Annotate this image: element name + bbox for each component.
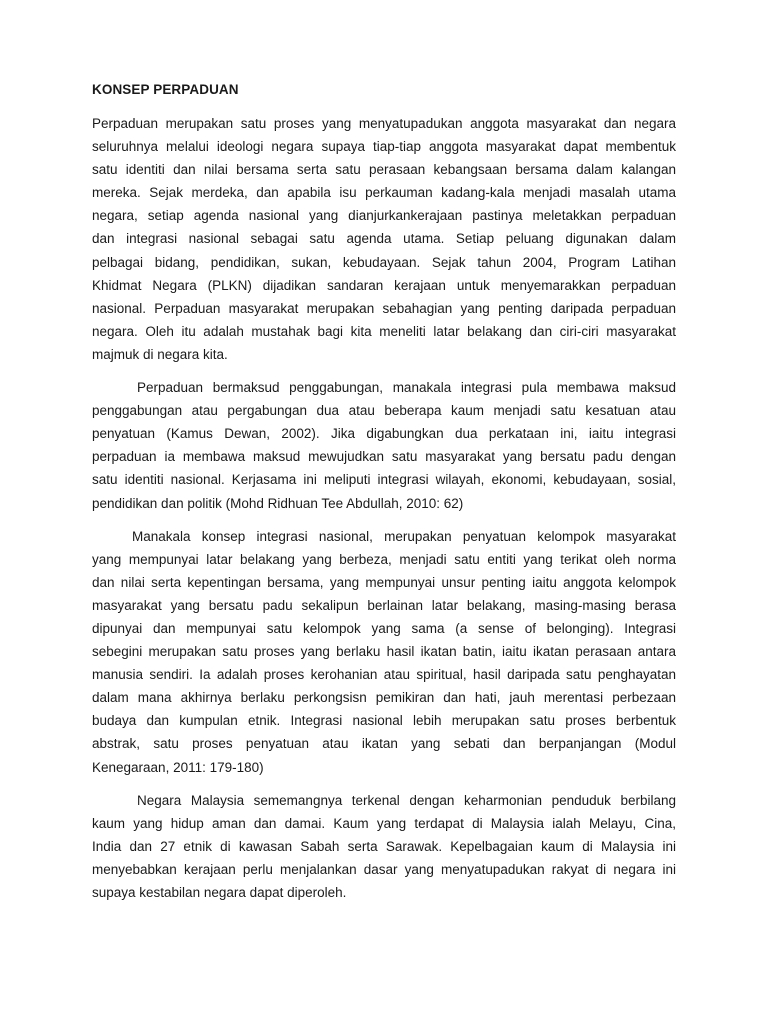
paragraph-line: Khidmat Negara (PLKN) dijadikan sandaran kerajaan untuk menyemarakkan perpaduan	[92, 277, 676, 293]
paragraph	[92, 376, 676, 515]
paragraph-line: dipunyai dan mempunyai satu kelompok yang sama (a sense of belonging). Integrasi	[92, 620, 676, 636]
paragraph-line: dalam mana akhirnya berlaku perkongsisn pemikiran dan hati, jauh merentasi perbezaan	[92, 690, 676, 706]
paragraph-line: menyebabkan kerajaan perlu menjalankan dasar yang menyatupadukan rakyat di negara ini	[92, 861, 676, 877]
paragraph-line: perpaduan ia membawa maksud mewujudkan satu masyarakat yang bersatu padu dengan	[92, 449, 676, 465]
document-body	[92, 112, 676, 904]
paragraph-line: penggabungan atau pergabungan dua atau beberapa kaum menjadi satu kesatuan atau	[92, 403, 676, 419]
paragraph-line: mereka. Sejak merdeka, dan apabila isu perkauman kadang-kala menjadi masalah utama	[92, 185, 676, 201]
paragraph-line: negara, setiap agenda nasional yang dianjurkankerajaan pastinya meletakkan perpaduan	[92, 208, 676, 224]
paragraph-line: dan integrasi nasional sebagai satu agenda utama. Setiap peluang digunakan dalam	[92, 231, 676, 247]
paragraph-line: pelbagai bidang, pendidikan, sukan, kebudayaan. Sejak tahun 2004, Program Latihan	[92, 254, 676, 270]
document-page	[92, 79, 676, 914]
paragraph-line: budaya dan kumpulan etnik. Integrasi nasional lebih merupakan satu proses berbentuk	[92, 713, 676, 729]
paragraph-line: Perpaduan merupakan satu proses yang menyatupadukan anggota masyarakat dan negara	[92, 116, 676, 131]
paragraph-line: supaya kestabilan negara dapat diperoleh.	[92, 885, 347, 900]
paragraph-line: Perpaduan bermaksud penggabungan, manakala integrasi pula membawa maksud	[137, 380, 676, 396]
paragraph	[92, 789, 676, 904]
paragraph-line: Manakala konsep integrasi nasional, merupakan penyatuan kelompok masyarakat	[132, 528, 676, 544]
paragraph-line: sebegini merupakan satu proses yang berlaku hasil ikatan batin, iaitu ikatan perasaan antara	[92, 644, 676, 660]
paragraph-line: negara. Oleh itu adalah mustahak bagi kita meneliti latar belakang dan ciri-ciri masyarakat	[92, 323, 676, 339]
paragraph	[92, 112, 676, 366]
paragraph-line: abstrak, satu proses penyatuan atau ikatan yang sebati dan berpanjangan (Modul	[92, 736, 676, 752]
paragraph-line: nasional. Perpaduan masyarakat merupakan sebahagian yang penting daripada perpaduan	[92, 300, 676, 316]
paragraph-line: Negara Malaysia sememangnya terkenal dengan keharmonian penduduk berbilang	[137, 792, 676, 808]
paragraph-line: Kenegaraan, 2011: 179-180)	[92, 759, 264, 775]
paragraph	[92, 525, 676, 779]
paragraph-line: kaum yang hidup aman dan damai. Kaum yang terdapat di Malaysia ialah Melayu, Cina,	[92, 815, 676, 831]
paragraph-line: masyarakat yang bersatu padu sekalipun berlainan latar belakang, masing-masing berasa	[92, 597, 676, 613]
paragraph-line: majmuk di negara kita.	[92, 346, 228, 362]
paragraph-line: satu identiti dan nilai bersama serta satu perasaan kebangsaan bersama dalam kalangan	[92, 162, 676, 178]
paragraph-line: dan nilai serta kepentingan bersama, yang mempunyai unsur penting iaitu anggota kelompok	[92, 574, 676, 590]
paragraph-line: pendidikan dan politik (Mohd Ridhuan Tee Abdullah, 2010: 62)	[92, 495, 464, 511]
paragraph-line: seluruhnya melalui ideologi negara supaya tiap-tiap anggota masyarakat dapat membentuk	[92, 139, 676, 155]
paragraph-line: satu identiti nasional. Kerjasama ini meliputi integrasi wilayah, ekonomi, kebudayaan, sosial,	[92, 472, 676, 488]
document-heading: KONSEP PERPADUAN	[92, 82, 239, 97]
paragraph-line: manusia sendiri. Ia adalah proses kerohanian atau spiritual, hasil daripada satu penghayatan	[92, 667, 676, 683]
paragraph-line: penyatuan (Kamus Dewan, 2002). Jika digabungkan dua perkataan ini, iaitu integrasi	[92, 426, 676, 442]
paragraph-line: India dan 27 etnik di kawasan Sabah serta Sarawak. Kepelbagaian kaum di Malaysia ini	[92, 838, 676, 854]
paragraph-line: yang mempunyai latar belakang yang berbeza, menjadi satu entiti yang terikat oleh norma	[92, 551, 676, 567]
